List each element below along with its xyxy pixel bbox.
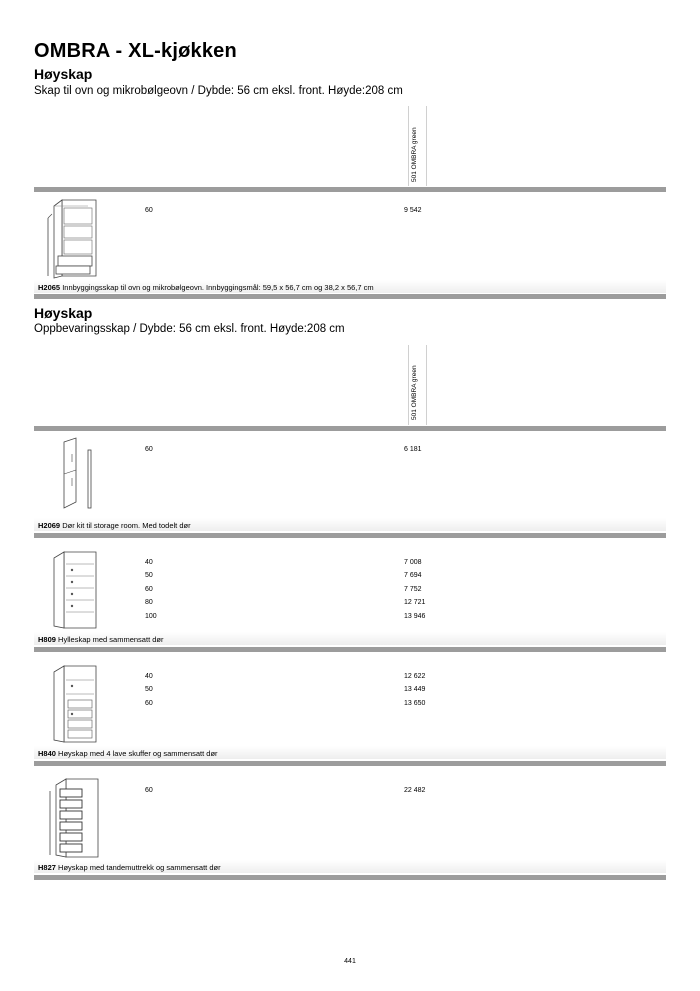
price-value: 7 752 xyxy=(404,586,422,593)
size-value: 80 xyxy=(145,599,153,606)
size-value: 60 xyxy=(145,207,153,214)
size-value: 100 xyxy=(145,613,157,620)
size-value: 60 xyxy=(145,586,153,593)
size-value: 60 xyxy=(145,700,153,707)
section-title: Høyskap xyxy=(34,305,93,321)
item-description: Innbyggingsskap til ovn og mikrobølgeovn. Innbyggingsmål: 59,5 x 56,7 cm og 38,2 x 56,7 cm xyxy=(62,283,374,292)
item-code: H2065 xyxy=(38,283,61,292)
product-drawing-drawer-cabinet xyxy=(48,664,100,749)
price-value: 7 694 xyxy=(404,572,422,579)
item-code: H2069 xyxy=(38,521,61,530)
item-description: Hylleskap med sammensatt dør xyxy=(58,635,164,644)
price-value: 13 946 xyxy=(404,613,426,620)
item-description: Høyskap med tandemuttrekk og sammensatt dør xyxy=(58,863,221,872)
product-drawing-door-kit xyxy=(58,438,98,515)
column-separator xyxy=(426,106,427,186)
item-code: H827 xyxy=(38,863,56,872)
section-rule xyxy=(34,533,666,538)
size-value: 50 xyxy=(145,686,153,693)
price-value: 13 449 xyxy=(404,686,426,693)
section-subtitle: Skap til ovn og mikrobølgeovn / Dybde: 56 cm eksl. front. Høyde:208 cm xyxy=(34,85,403,97)
size-value: 50 xyxy=(145,572,153,579)
item-caption xyxy=(38,521,191,530)
column-header: 501 OMBRA green xyxy=(411,127,418,182)
item-code: H840 xyxy=(38,749,56,758)
section-rule xyxy=(34,647,666,652)
section-rule xyxy=(34,761,666,766)
product-drawing-shelf-cabinet xyxy=(50,550,100,635)
price-value: 22 482 xyxy=(404,787,426,794)
size-value: 40 xyxy=(145,559,153,566)
size-value: 60 xyxy=(145,787,153,794)
size-value: 40 xyxy=(145,673,153,680)
item-code: H809 xyxy=(38,635,56,644)
section-rule xyxy=(34,875,666,880)
item-description: Høyskap med 4 lave skuffer og sammensatt dør xyxy=(58,749,218,758)
price-value: 7 008 xyxy=(404,559,422,566)
section-title: Høyskap xyxy=(34,66,93,82)
column-separator xyxy=(408,345,409,425)
price-value: 13 650 xyxy=(404,700,426,707)
product-drawing-oven-cabinet xyxy=(46,198,102,283)
page-title: OMBRA - XL-kjøkken xyxy=(34,40,237,62)
price-value: 9 542 xyxy=(404,207,422,214)
price-value: 6 181 xyxy=(404,446,422,453)
item-description: Dør kit til storage room. Med todelt dør xyxy=(62,521,191,530)
column-header: 501 OMBRA green xyxy=(411,365,418,420)
column-separator xyxy=(408,106,409,186)
price-value: 12 721 xyxy=(404,599,426,606)
product-drawing-tandem-cabinet xyxy=(46,777,102,864)
item-caption xyxy=(38,749,218,758)
item-caption xyxy=(38,635,163,644)
item-caption xyxy=(38,283,374,292)
price-value: 12 622 xyxy=(404,673,426,680)
page-number: 441 xyxy=(344,958,356,965)
section-subtitle: Oppbevaringsskap / Dybde: 56 cm eksl. front. Høyde:208 cm xyxy=(34,323,345,335)
section-rule xyxy=(34,294,666,299)
item-caption xyxy=(38,863,221,872)
section-rule xyxy=(34,187,666,192)
size-value: 60 xyxy=(145,446,153,453)
column-separator xyxy=(426,345,427,425)
section-rule xyxy=(34,426,666,431)
